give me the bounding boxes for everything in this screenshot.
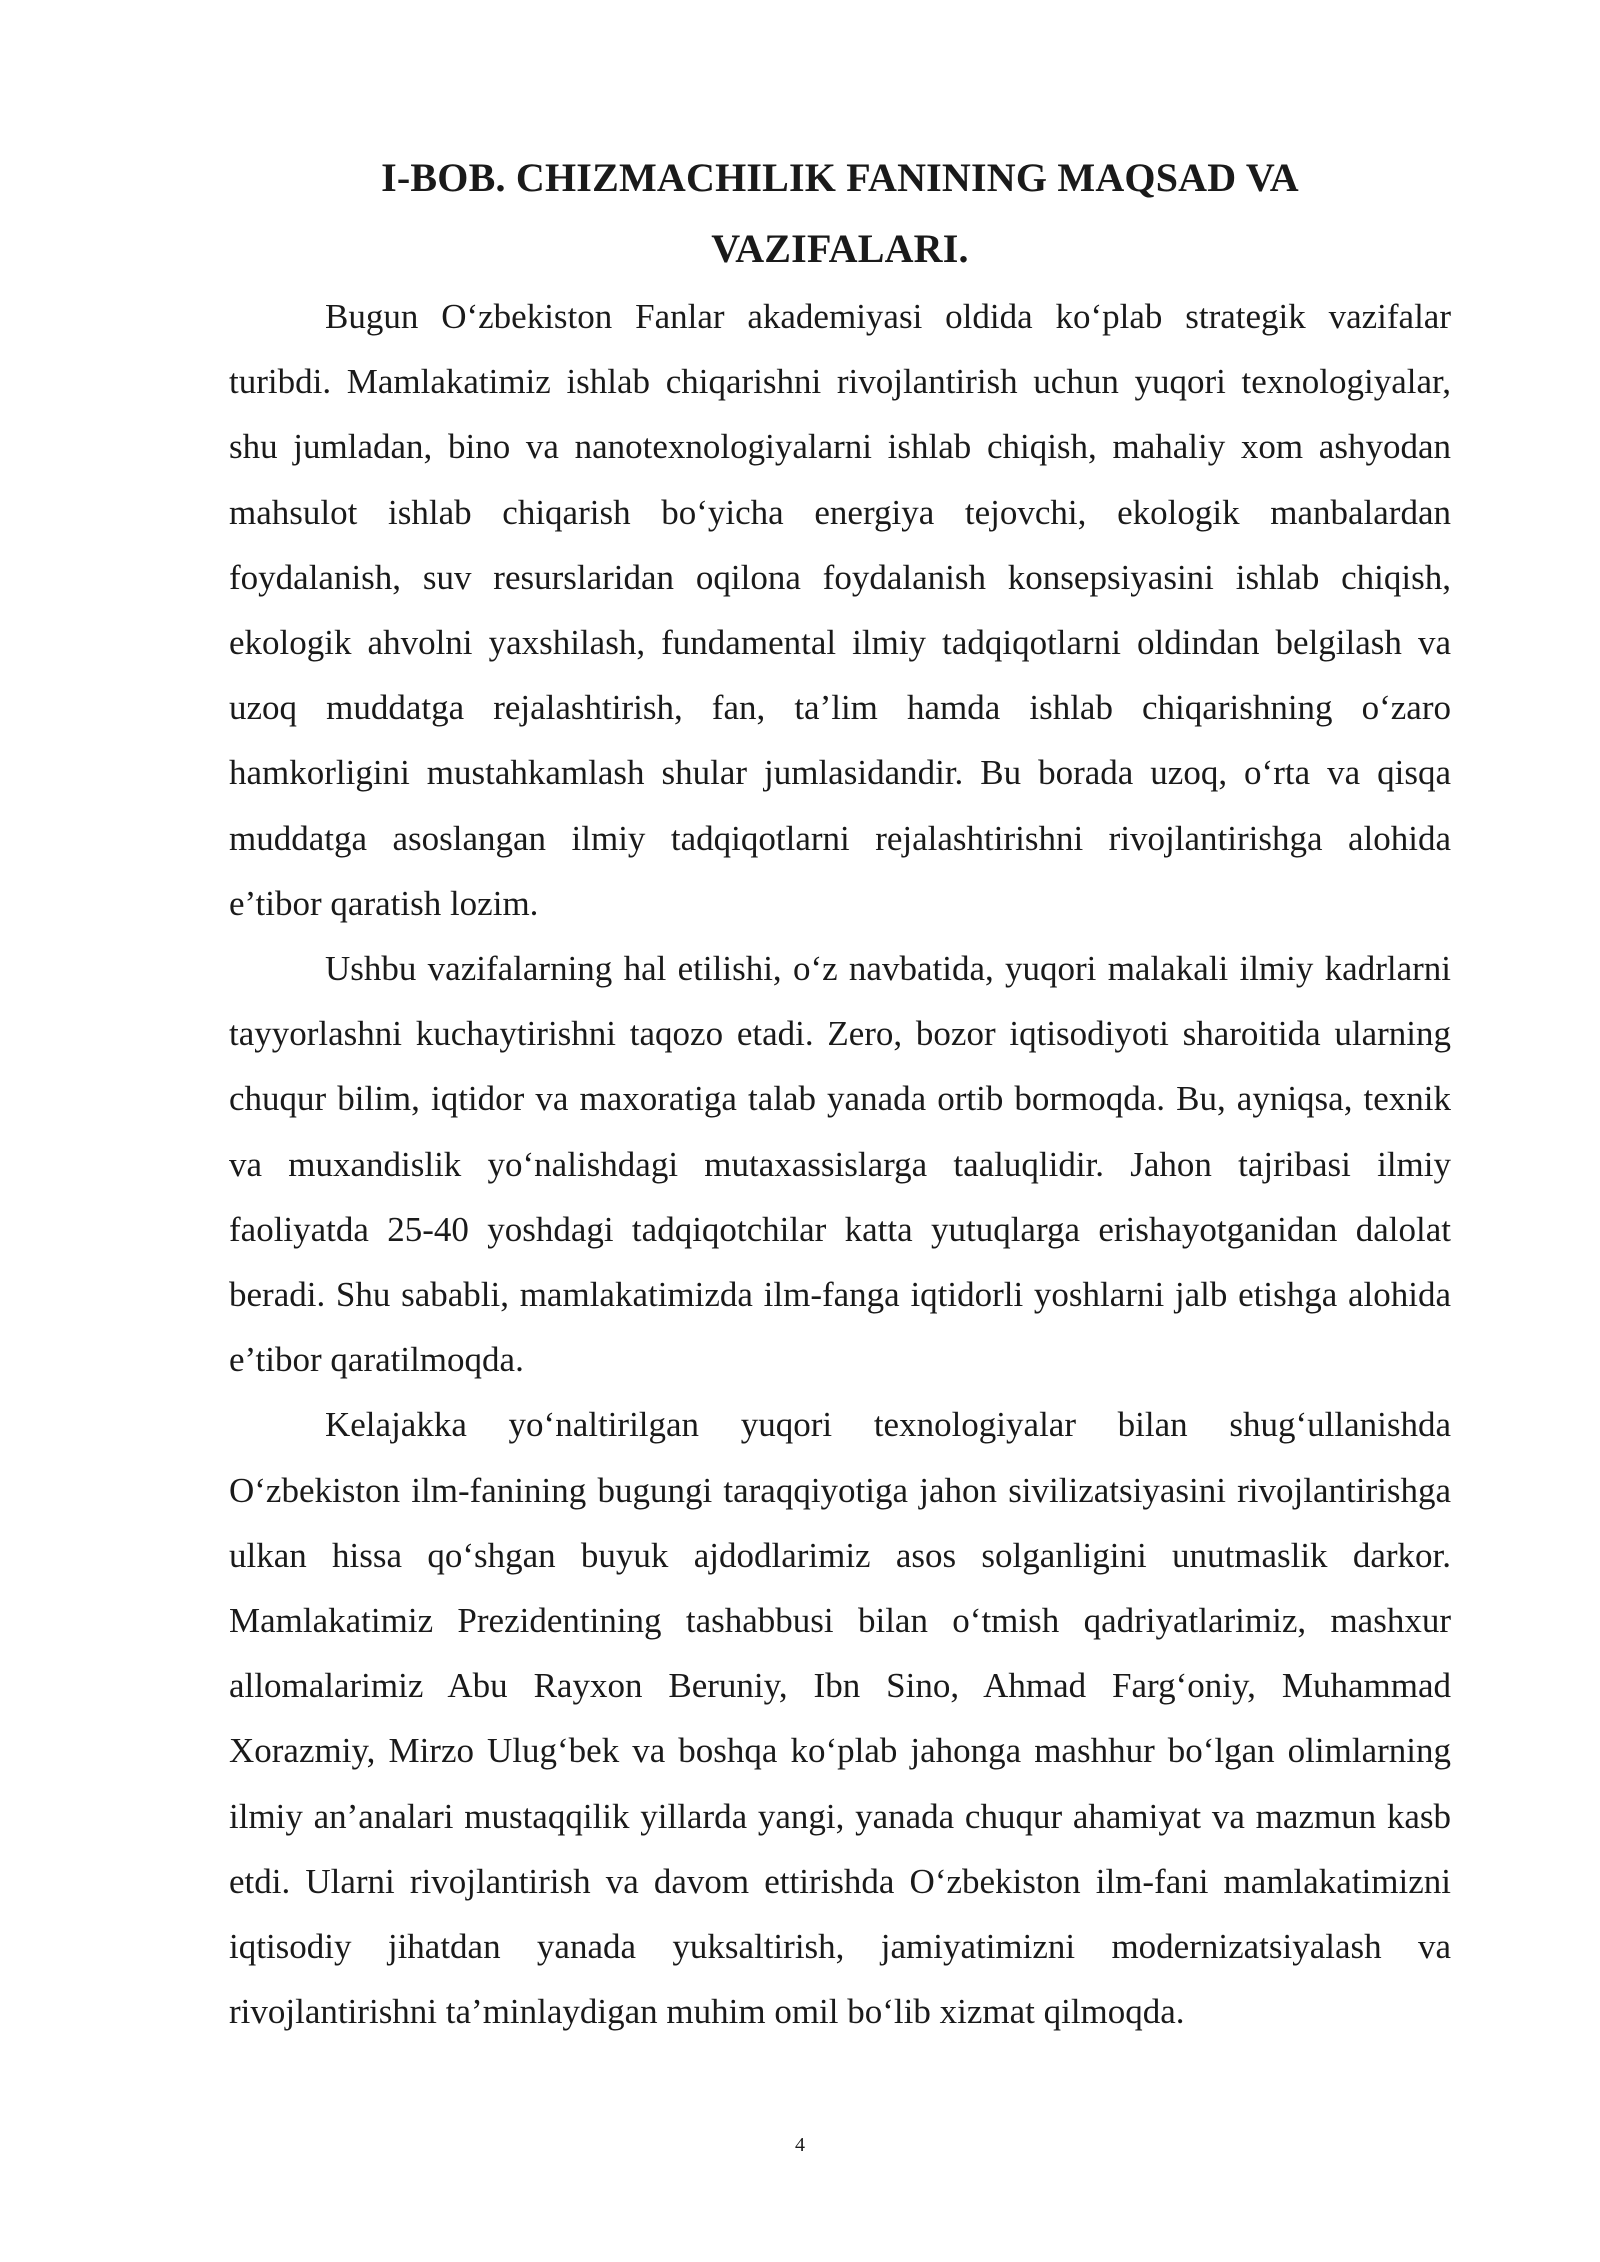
chapter-title-line-1: I-BOB. CHIZMACHILIK FANINING MAQSAD VA bbox=[381, 155, 1299, 200]
page-number: 4 bbox=[795, 2134, 805, 2156]
paragraph-2: Ushbu vazifalarning hal etilishi, o‘z navbatida, yuqori malakali ilmiy kadrlarni tayyorlashni kuchaytirishni taqozo etadi. Zero, bozor iqtisodiyoti sharoitida ularning chuqur bilim, iqtidor va maxoratiga talab yanada ortib bormoqda. Bu, ayniqsa, texnik va muxandislik yo‘nalishdagi mutaxassislarga taaluqlidir. Jahon tajribasi ilmiy faoliyatda 25-40 yoshdagi tadqiqotchilar katta yutuqlarga erishayotganidan dalolat beradi. Shu sababli, mamlakatimizda ilm-fanga iqtidorli yoshlarni jalb etishga alohida e’tibor qaratilmoqda. bbox=[229, 949, 1451, 1380]
paragraph-3: Kelajakka yo‘naltirilgan yuqori texnologiyalar bilan shug‘ullanishda O‘zbekiston ilm-fanining bugungi taraqqiyotiga jahon sivilizatsiyasini rivojlantirishga ulkan hissa qo‘shgan buyuk ajdodlarimiz asos solganligini unutmaslik darkor. Mamlakatimiz Prezidentining tashabbusi bilan o‘tmish qadriyatlarimiz, mashxur allomalarimiz Abu Rayxon Beruniy, Ibn Sino, Ahmad Farg‘oniy, Muhammad Xorazmiy, Mirzo Ulug‘bek va boshqa ko‘plab jahonga mashhur bo‘lgan olimlarning ilmiy an’analari mustaqqilik yillarda yangi, yanada chuqur ahamiyat va mazmun kasb etdi. Ularni rivojlantirish va davom ettirishda O‘zbekiston ilm-fani mamlakatimizni iqtisodiy jihatdan yanada yuksaltirish, jamiyatimizni modernizatsiyalash va rivojlantirishni ta’minlaydigan muhim omil bo‘lib xizmat qilmoqda. bbox=[229, 1405, 1451, 2032]
paragraph-1: Bugun O‘zbekiston Fanlar akademiyasi oldida ko‘plab strategik vazifalar turibdi. Mamlakatimiz ishlab chiqarishni rivojlantirish uchun yuqori texnologiyalar, shu jumladan, bino va nanotexnologiyalarni ishlab chiqish, mahaliy xom ashyodan mahsulot ishlab chiqarish bo‘yicha energiya tejovchi, ekologik manbalardan foydalanish, suv resurslaridan oqilona foydalanish konsepsiyasini ishlab chiqish, ekologik ahvolni yaxshilash, fundamental ilmiy tadqiqotlarni oldindan belgilash va uzoq muddatga rejalashtirish, fan, ta’lim hamda ishlab chiqarishning o‘zaro hamkorligini mustahkamlash shular jumlasidandir. Bu borada uzoq, o‘rta va qisqa muddatga asoslangan ilmiy tadqiqotlarni rejalashtirishni rivojlantirishga alohida e’tibor qaratish lozim. bbox=[229, 297, 1451, 923]
page-content bbox=[229, 142, 1451, 2044]
chapter-title bbox=[229, 142, 1451, 284]
chapter-title-line-2: VAZIFALARI. bbox=[711, 226, 969, 271]
